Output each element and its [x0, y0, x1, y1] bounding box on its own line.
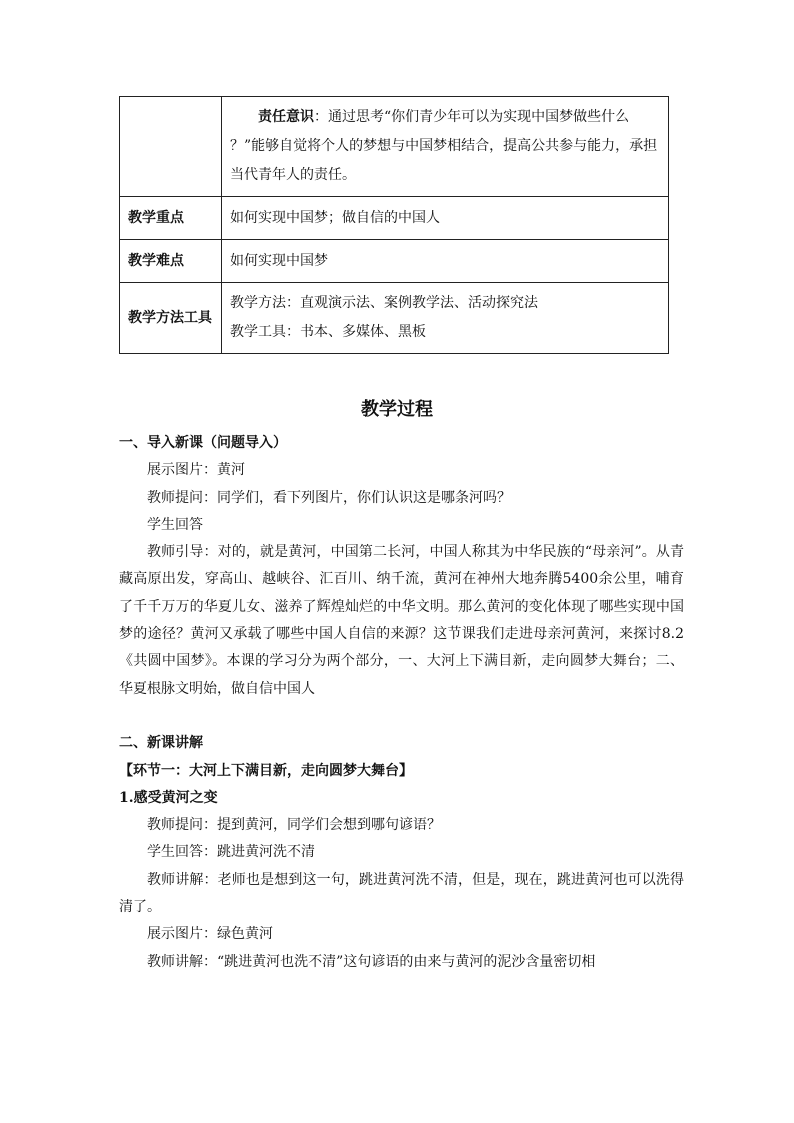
heading-new-lesson: 二、新课讲解	[119, 735, 203, 752]
table-row	[120, 240, 669, 283]
table-row	[120, 197, 669, 240]
heading-subsection: 1.感受黄河之变	[119, 789, 218, 806]
heading-intro: 一、导入新课（问题导入）	[119, 435, 287, 451]
paragraph: 教师讲解：老师也是想到这一句，跳进黄河洗不清，但是，现在，跳进黄河也可以洗得清了。	[119, 871, 684, 916]
table-header-cell-empty	[120, 97, 222, 197]
table-header-cell: 教学难点	[120, 240, 222, 283]
table-content-cell: 如何实现中国梦；做自信的中国人	[222, 197, 669, 240]
document-body	[119, 430, 684, 976]
responsibility-text: ：通过思考“你们青少年可以为实现中国梦做些什么 ？”能够自觉将个人的梦想与中国梦相结合，提高公共参与能力，承担当代青年人的责任。	[230, 109, 658, 183]
paragraph: 展示图片：黄河	[147, 462, 245, 479]
table-header-cell: 教学重点	[120, 197, 222, 240]
paragraph: 教师讲解：“跳进黄河也洗不清”这句谚语的由来与黄河的泥沙含量密切相	[147, 953, 596, 970]
teaching-tools-line: 教学工具：书本、多媒体、黑板	[230, 324, 426, 340]
lesson-info-table	[119, 96, 669, 354]
table-content-cell	[222, 283, 669, 354]
responsibility-label: 责任意识	[258, 109, 314, 125]
table-row	[120, 283, 669, 354]
paragraph: 教师提问：提到黄河，同学们会想到哪句谚语？	[147, 817, 441, 834]
table-content-cell	[222, 97, 669, 197]
paragraph: 学生回答：跳进黄河洗不清	[147, 844, 315, 861]
paragraph: 学生回答	[147, 516, 203, 533]
table-header-cell: 教学方法工具	[120, 283, 222, 354]
paragraph: 教师引导：对的，就是黄河，中国第二长河，中国人称其为中华民族的“母亲河”。从青藏高原出发，穿高山、越峡谷、汇百川、纳千流，黄河在神州大地奔腾5400余公里，哺育了千千万万的华夏儿女、滋养了辉煌灿烂的中华文明。那么黄河的变化体现了哪些实现中国梦的途径？黄河又承载了哪些中国人自信的来源？这节课我们走进母亲河黄河，来探讨8.2《共圆中国梦》。本课的学习分为两个部分，一、大河上下满目新，走向圆梦大舞台；二、华夏根脉文明始，做自信中国人	[119, 544, 684, 697]
teaching-method-line: 教学方法：直观演示法、案例教学法、活动探究法	[230, 295, 538, 311]
table-content-cell: 如何实现中国梦	[222, 240, 669, 283]
heading-part-one: 【环节一：大河上下满目新，走向圆梦大舞台】	[119, 762, 413, 779]
section-title: 教学过程	[361, 399, 433, 420]
paragraph: 展示图片：绿色黄河	[147, 926, 273, 943]
table-row	[120, 97, 669, 197]
spacer	[119, 703, 684, 730]
paragraph: 教师提问：同学们，看下列图片，你们认识这是哪条河吗？	[147, 489, 511, 506]
